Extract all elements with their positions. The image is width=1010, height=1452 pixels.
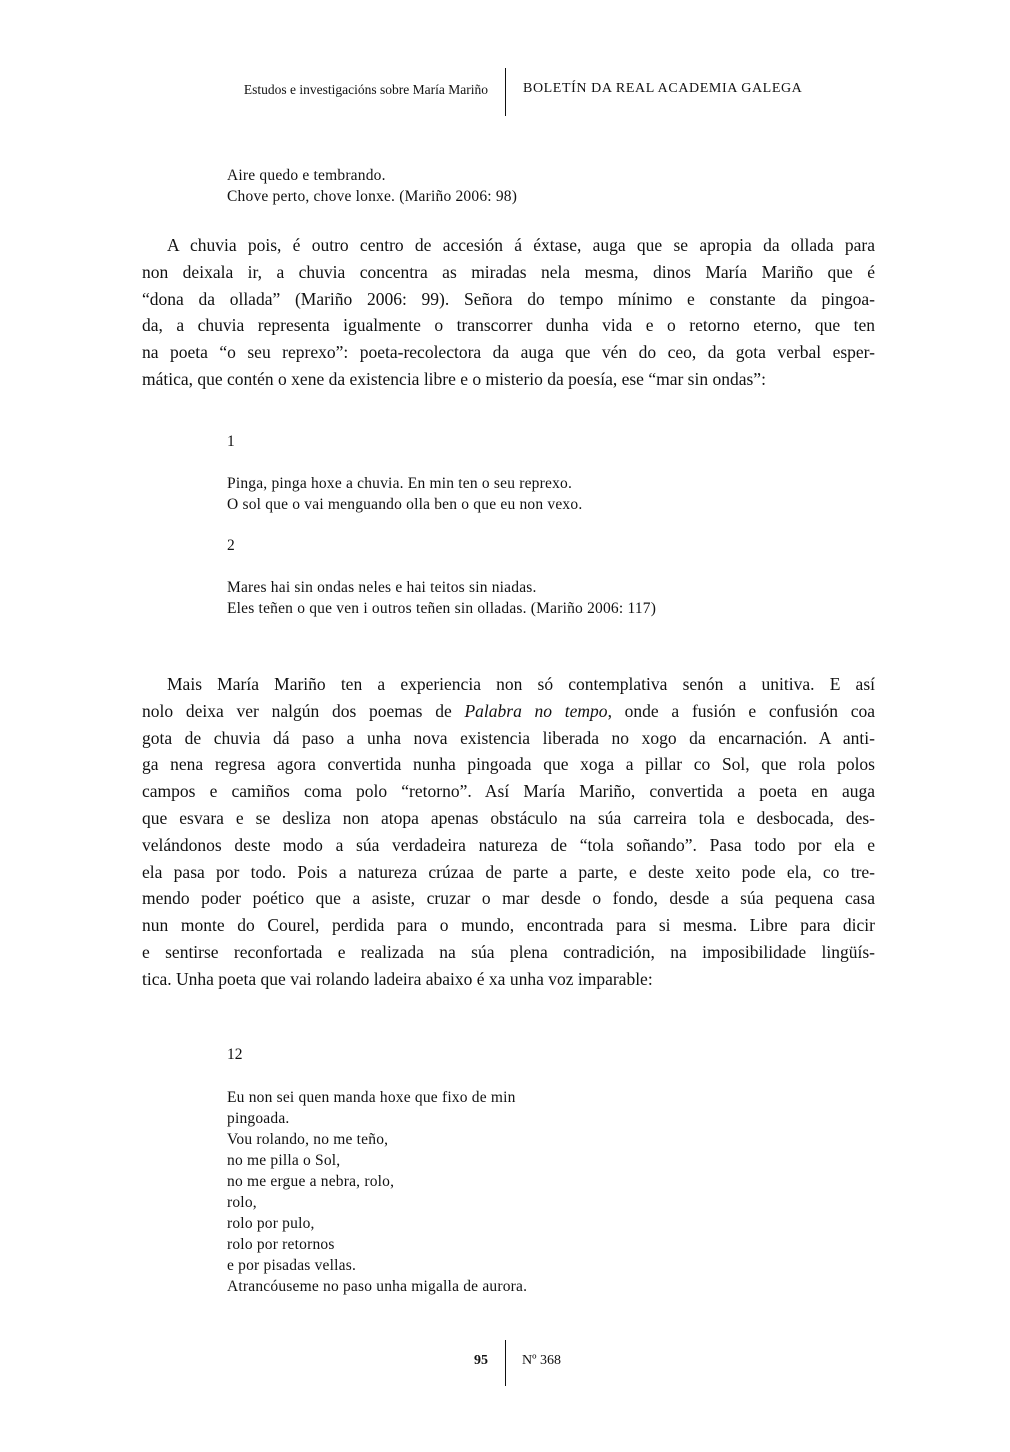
verse-line: pingoada. [227, 1110, 290, 1127]
page-number: 95 [474, 1353, 488, 1368]
page-footer [0, 1340, 1010, 1388]
poem-number: 1 [227, 433, 235, 450]
paragraph-line: mática, que contén o xene da existencia libre e o misterio da poesía, ese “mar sin ondas”: [142, 368, 766, 389]
paragraph-2 [142, 671, 875, 993]
paragraph-line: nun monte do Courel, perdida para o mundo, encontrada para si mesma. Libre para dicir [142, 915, 875, 936]
verse-line: Chove perto, chove lonxe. (Mariño 2006: 98) [227, 188, 518, 205]
paragraph-line: da, a chuvia representa igualmente o transcorrer dunha vida e o retorno eterno, que ten [142, 315, 875, 336]
paragraph-line: ga nena regresa agora convertida nunha pingoada que xoga a pillar co Sol, que rola polos [142, 754, 875, 775]
verse-line: Eles teñen o que ven i outros teñen sin olladas. (Mariño 2006: 117) [227, 600, 657, 617]
paragraph-line: e sentirse reconfortada e realizada na súa plena contradición, na imposibilidade lingüís- [142, 941, 875, 962]
header-journal-title: BOLETÍN DA REAL ACADEMIA GALEGA [523, 81, 803, 96]
text-run: , onde a fusión e confusión coa [607, 700, 875, 721]
verse-line: Aire quedo e tembrando. [227, 167, 386, 184]
text-run: nolo deixa ver nalgún dos poemas de [142, 700, 465, 721]
verse-line: Pinga, pinga hoxe a chuvia. En min ten o seu reprexo. [227, 475, 573, 492]
paragraph-line: na poeta “o seu reprexo”: poeta-recolectora da auga que vén do ceo, da gota verbal esper- [142, 342, 875, 363]
verse-line: Atrancóuseme no paso unha migalla de aurora. [227, 1278, 528, 1295]
issue-number: Nº 368 [522, 1353, 561, 1368]
poem-number: 2 [227, 537, 235, 554]
paragraph-line: “dona da ollada” (Mariño 2006: 99). Señora do tempo mínimo e constante da pingoa- [142, 288, 875, 309]
paragraph-line: velándonos deste modo a súa verdadeira natureza de “tola soñando”. Pasa todo por ela e [142, 834, 875, 855]
verse-line: no me ergue a nebra, rolo, [227, 1173, 395, 1190]
paragraph-line: ela pasa por todo. Pois a natureza crúzaa de parte a parte, e deste xeito pode ela, co tre- [142, 861, 875, 882]
book-title: Palabra no tempo [464, 700, 608, 721]
verse-line: e por pisadas vellas. [227, 1257, 357, 1274]
running-header [0, 68, 1010, 116]
poem-12 [227, 1087, 527, 1297]
verse-line: Eu non sei quen manda hoxe que fixo de min [227, 1089, 516, 1106]
verse-line: Mares hai sin ondas neles e hai teitos sin niadas. [227, 579, 537, 596]
paragraph-line [142, 698, 875, 725]
poem-2 [227, 577, 656, 619]
paragraph-line: A chuvia pois, é outro centro de accesión á éxtase, auga que se apropia da ollada para [167, 235, 875, 255]
paragraph-line: que esvara e se desliza non atopa apenas obstáculo na súa carreira tola e desbocada, des- [142, 807, 875, 828]
paragraph-1 [142, 232, 875, 393]
paragraph-line: Mais María Mariño ten a experiencia non só contemplativa senón a unitiva. E así [167, 674, 875, 694]
header-divider [505, 68, 506, 116]
paragraph-line: mendo poder poético que a asiste, cruzar o mar desde o fondo, desde a súa pequena casa [142, 888, 875, 909]
verse-line: rolo, [227, 1194, 257, 1211]
poem-1 [227, 473, 582, 515]
paragraph-line: non deixala ir, a chuvia concentra as miradas nela mesma, dinos María Mariño que é [142, 261, 875, 282]
paragraph-line: campos e camiños coma polo “retorno”. Así María Mariño, convertida a poeta en auga [142, 781, 875, 802]
paragraph-line: tica. Unha poeta que vai rolando ladeira abaixo é xa unha voz imparable: [142, 968, 653, 989]
verse-line: O sol que o vai menguando olla ben o que eu non vexo. [227, 496, 583, 513]
verse-quote-top [227, 165, 517, 207]
poem-number: 12 [227, 1046, 243, 1063]
paragraph-line: gota de chuvia dá paso a unha nova existencia liberada no xogo da encarnación. A anti- [142, 727, 875, 748]
verse-line: no me pilla o Sol, [227, 1152, 341, 1169]
verse-line: rolo por pulo, [227, 1215, 315, 1232]
footer-divider [505, 1340, 506, 1386]
verse-line: rolo por retornos [227, 1236, 335, 1253]
header-section-title: Estudos e investigacións sobre María Mariño [243, 82, 488, 97]
verse-line: Vou rolando, no me teño, [227, 1131, 389, 1148]
